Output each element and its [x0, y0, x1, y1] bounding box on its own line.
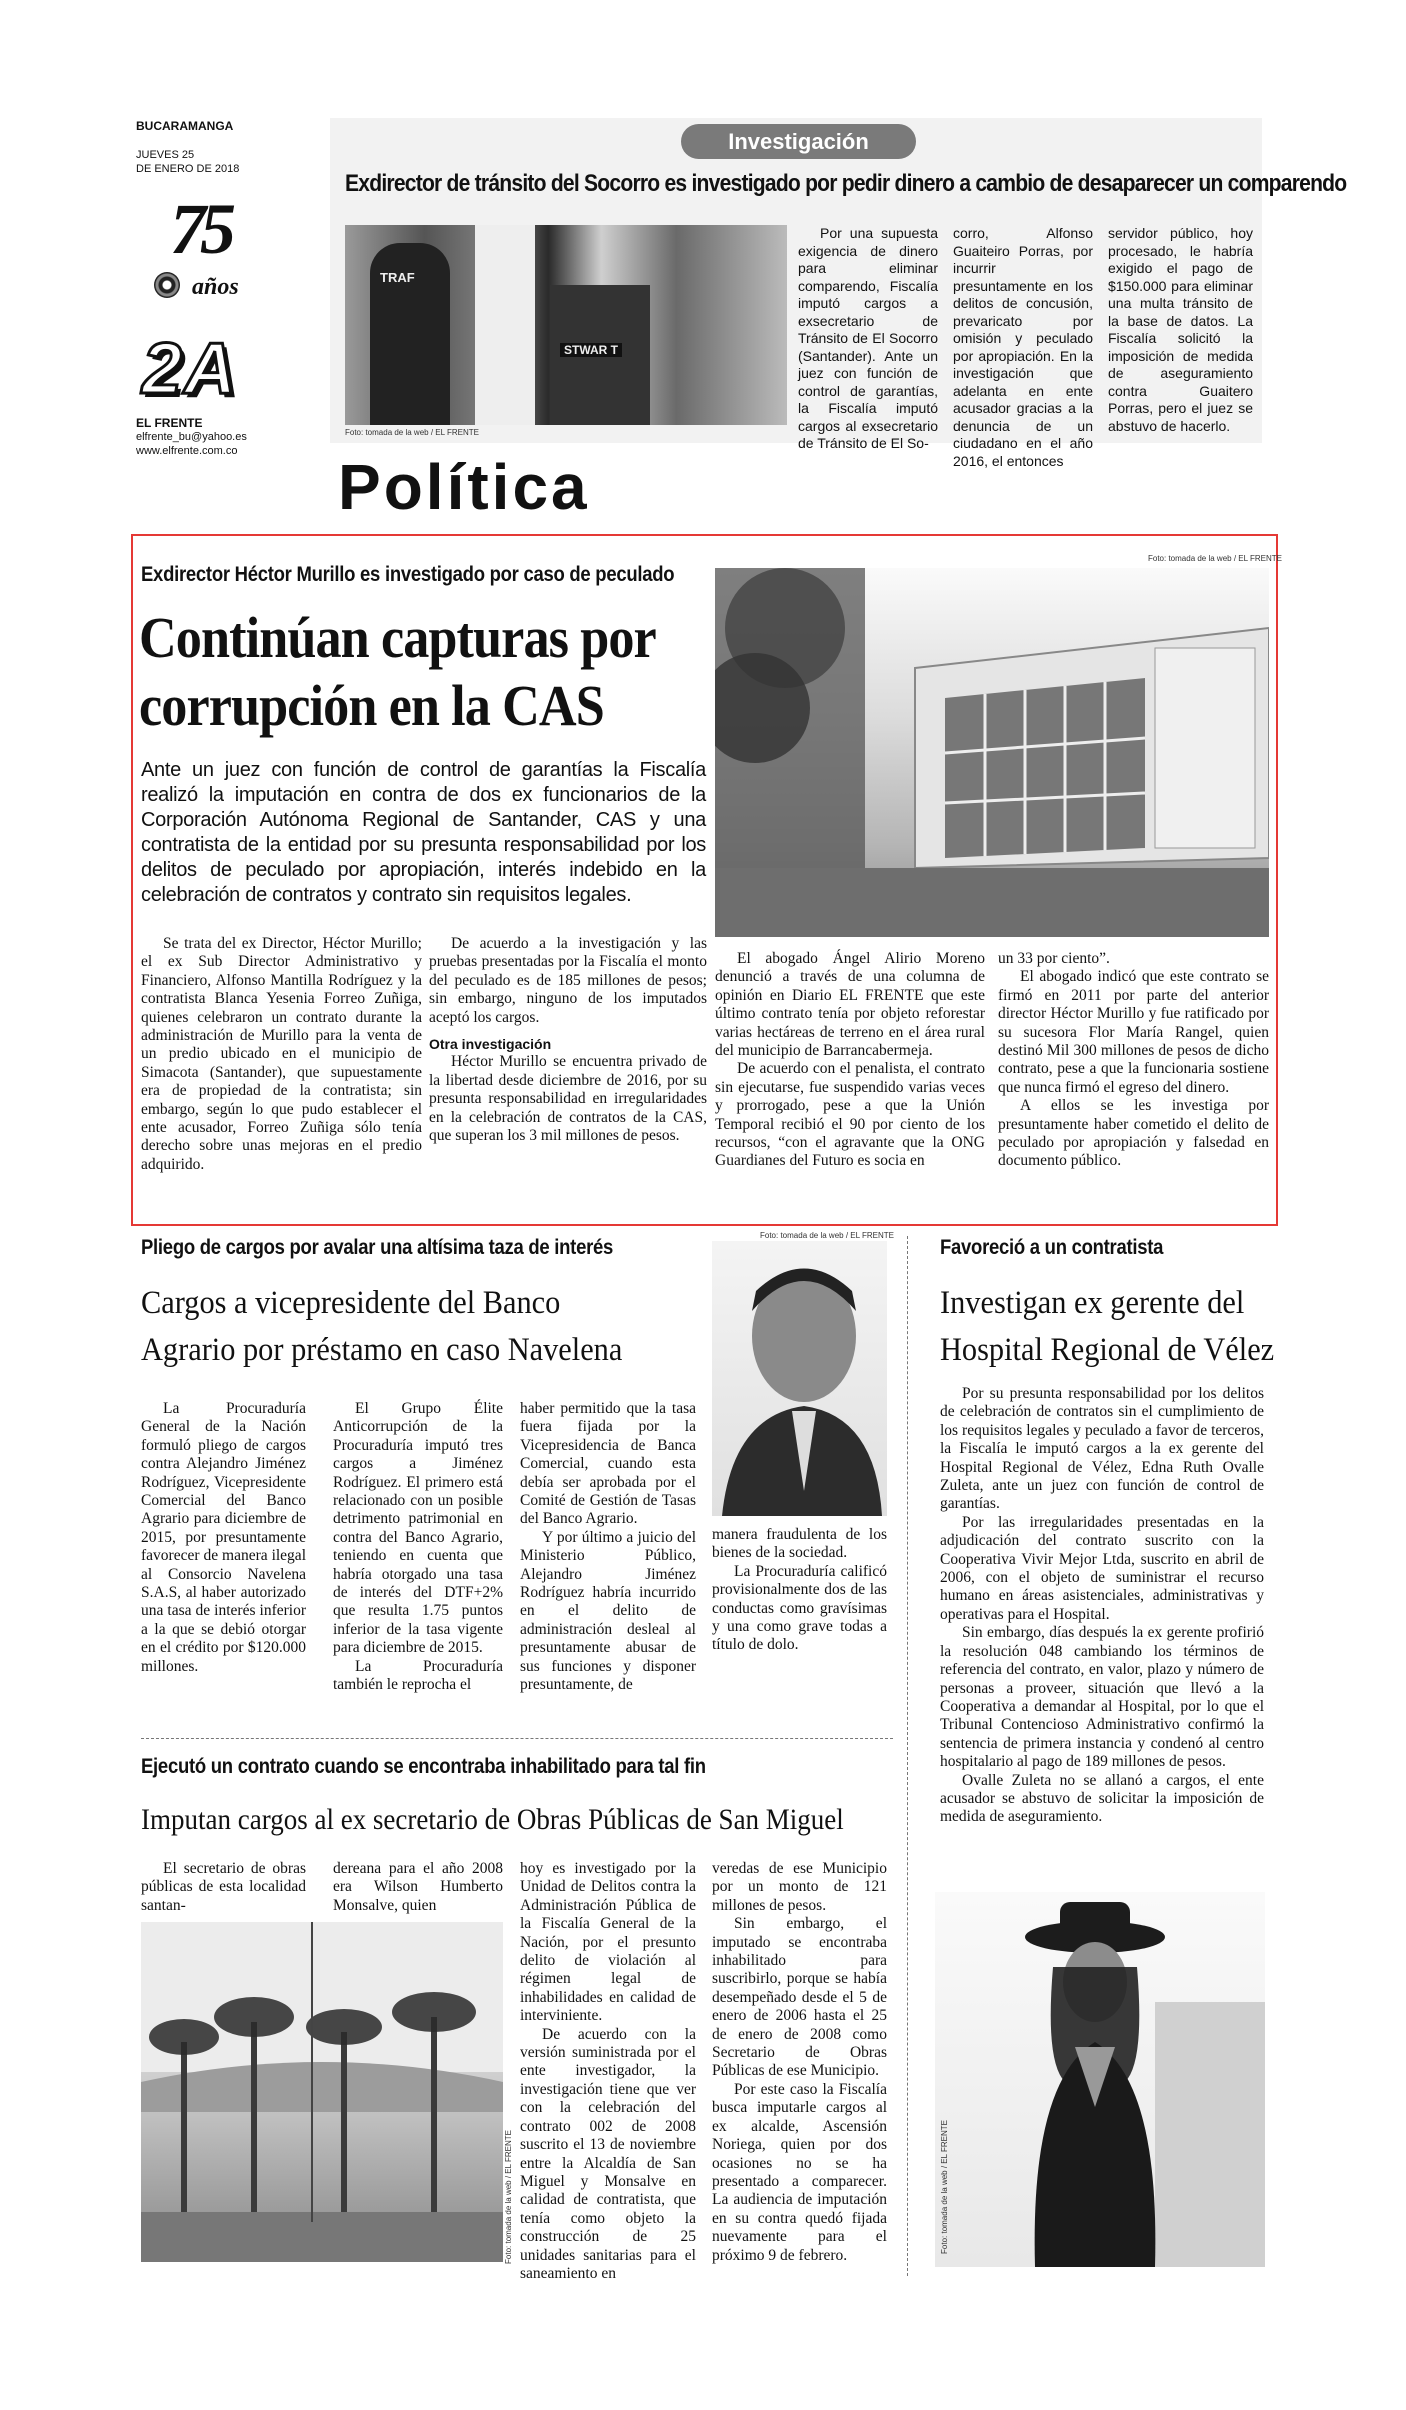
top-story-headline: Exdirector de tránsito del Socorro es investigado por pedir dinero a cambio de desaparecer un comparendo: [345, 170, 1347, 197]
portrait-illustration: [712, 1241, 887, 1516]
velez-story-headline-line2: Hospital Regional de Vélez: [940, 1332, 1275, 1368]
sanmiguel-story-col4-p3: Por este caso la Fiscalía busca imputarle cargos al ex alcalde, Ascensión Noriega, quien por dos ocasiones no se ha presentado a comparecer. La audiencia de imputación en su contra quedó fijada nuevamente para el próximo 9 de febrero.: [712, 2080, 887, 2264]
masthead-date-line1: JUEVES 25: [136, 149, 195, 161]
sanmiguel-story-col2: [333, 1860, 503, 1915]
banco-story-col4-p2: La Procuraduría calificó provisionalmente dos de las conductas como gravísimas y una como grave todas a título de dolo.: [712, 1562, 887, 1654]
sanmiguel-story-col3-p2: De acuerdo con la versión suministrada por el ente investigador, la investigación tiene que ver con la celebración del contrato 002 de 2008 suscrito el 13 de noviembre entre la Alcaldía de San Miguel y Monsalve en calidad de contratista, que tenía como objeto la construcción de 25 unidades sanitarias para el saneamiento en: [520, 2025, 696, 2282]
banco-story-headline: [141, 1280, 622, 1374]
anniversary-word: años: [192, 274, 239, 300]
section-tab-investigacion: Investigación: [681, 124, 916, 159]
page-number: 2A: [142, 329, 239, 409]
main-story-col2: [429, 935, 707, 1145]
velez-story-kicker: Favoreció a un contratista: [940, 1236, 1164, 1259]
masthead-date: [136, 148, 239, 176]
photo-sign-stwart: STWAR T: [560, 343, 622, 357]
top-story-col1-text: Por una supuesta exigencia de dinero para eliminar comparendo, Fiscalía imputó cargos a exsecretario de Tránsito de El Socorro (Santander). Ante un juez con función de control de garantías, la Fiscalía imputó cargos al exsecretario de Tránsito de El So-: [798, 225, 938, 451]
main-story-col2-p2: Héctor Murillo se encuentra privado de la libertad desde diciembre de 2016, por su presunta responsabilidad en irregularidades en la celebración de contratos de la CAS, que superan los 3 mil millones de pesos.: [429, 1053, 707, 1145]
building-illustration: [715, 568, 1269, 937]
velez-story-headline-line1: Investigan ex gerente del: [940, 1285, 1245, 1321]
top-story-col2-text: corro, Alfonso Guaiteiro Porras, por incurrir presuntamente en los delitos de concusión, prevaricato por omisión y peculado por apropiación. En la investigación que adelanta en ente acusador gracias a la denuncia de un ciudadano en el año 2016, el entonces: [953, 225, 1093, 469]
banco-story-col4: [712, 1526, 887, 1655]
main-story-headline: [139, 604, 656, 740]
film-reel-icon: [154, 272, 180, 298]
sanmiguel-story-photo-plaza: [141, 1922, 503, 2262]
story-divider-horizontal: [141, 1738, 893, 1739]
anniversary-number: 75: [170, 189, 230, 269]
main-story-headline-line1: Continúan capturas por: [139, 605, 656, 670]
velez-story-p3: Sin embargo, días después la ex gerente profirió la resolución 048 cambiando los términos de referencia del contrato, en valor, plazo y número de personas a proveer, situación que llevó a la Cooperativa a demandar al Hospital, por lo que el Tribunal Contencioso Administrativo confirmó la sentencia de primera instancia y condenó al centro hospitalario al pago de 189 millones de pesos.: [940, 1624, 1264, 1771]
banco-story-col2: [333, 1400, 503, 1695]
sanmiguel-story-col4: [712, 1860, 887, 2265]
banco-story-col3: [520, 1400, 696, 1695]
velez-story-photo-portrait: [935, 1892, 1265, 2267]
main-story-photo-cas-building: [715, 568, 1269, 937]
main-story-lead: Ante un juez con función de control de garantías la Fiscalía realizó la imputación en contra de dos ex funcionarios de la Corporación Autónoma Regional de Santander, CAS y una contratista de la entidad por su presunta responsabilidad por los delitos de peculado por apropiación, interés indebido en la celebración de contratos y contrato sin requisitos legales.: [141, 759, 706, 906]
woman-illustration: [935, 1892, 1265, 2267]
anniversary-logo: [150, 188, 300, 308]
main-story-photo-credit: Foto: tomada de la web / EL FRENTE: [1148, 554, 1282, 563]
banco-story-col3-p1: haber permitido que la tasa fuera fijada por la Vicepresidencia de Banca Comercial, cuando esta debía ser aprobada por el Comité de Gestión de Tasas del Banco Agrario.: [520, 1400, 696, 1528]
banco-story-col2-p2: La Procuraduría también le reprocha el: [333, 1657, 503, 1694]
banco-story-col1-text: La Procuraduría General de la Nación formuló pliego de cargos contra Alejandro Jiménez Rodríguez, Vicepresidente Comercial del Banco Agrario para diciembre de 2015, por presuntamente favorecer de manera ilegal al Consorcio Navelena S.A.S, al haber autorizado una tasa de interés inferior a la que se debió otorgar en el crédito por $120.000 millones.: [141, 1400, 306, 1675]
sanmiguel-story-col1: [141, 1860, 306, 1915]
main-story-col4-p3: A ellos se les investiga por presuntamente haber cometido el delito de peculado por apropiación y falsedad en documento público.: [998, 1097, 1269, 1170]
top-story-photo: [345, 225, 787, 425]
top-story-col3-text: servidor público, hoy procesado, le habría exigido el pago de $150.000 para eliminar una multa tránsito de la base de datos. La Fiscalía solicitó la imposición de medida de aseguramiento contra Guaitero Porras, pero el juez se abstuvo de hacerlo.: [1108, 225, 1253, 434]
sanmiguel-story-col3: [520, 1860, 696, 2283]
main-story-kicker: Exdirector Héctor Murillo es investigado por caso de peculado: [141, 563, 675, 586]
column-divider-vertical: [907, 1236, 908, 2276]
main-story-col2-p1: De acuerdo a la investigación y las pruebas presentadas por la Fiscalía el monto del peculado es de 185 millones de pesos; sin embargo, ninguno de los imputados aceptó los cargos.: [429, 935, 707, 1026]
main-story-col4: [998, 950, 1269, 1171]
main-story-subhead: Otra investigación: [429, 1036, 552, 1053]
plaza-illustration: [141, 1922, 503, 2262]
main-story-col1-text: Se trata del ex Director, Héctor Murillo; el ex Sub Director Administrativo y Financiero, Alfonso Mantilla Rodríguez y la contratista Blanca Yesenia Forreo Zuñiga, quienes celebraron un contrato durante la administración de Murillo para la venta de un predio ubicado en el municipio de Simacota (Santander), que supuestamente era de propiedad de la contratista; sin embargo, según lo que pudo establecer el ente acusador, Forreo Zuñiga sólo tenía derecho sobre unas mejoras en el predio adquirido.: [141, 935, 422, 1173]
velez-story-body: [940, 1385, 1264, 1827]
sanmiguel-story-photo-credit: Foto: tomada de la web / EL FRENTE: [504, 2130, 513, 2264]
top-story-col3: [1108, 225, 1253, 435]
main-story-col4-p1: un 33 por ciento”.: [998, 950, 1110, 967]
main-story-col4-p2: El abogado indicó que este contrato se firmó en 2011 por parte del anterior director Héctor Murillo y fue ratificado por su sucesora Flor María Rangel, quien destinó Mil 300 millones de pesos de dicho contrato, pese a que la funcionaria sostiene que nunca firmó el egreso del dinero.: [998, 968, 1269, 1096]
banco-story-kicker: Pliego de cargos por avalar una altísima taza de interés: [141, 1236, 614, 1259]
main-story-col3-p1: El abogado Ángel Alirio Moreno denunció a través de una columna de opinión en Diario EL FRENTE que este último contrato tenía por objeto reforestar varias hectáreas de terreno en el área rural del municipio de Barrancabermeja.: [715, 950, 985, 1060]
sanmiguel-story-headline: Imputan cargos al ex secretario de Obras Públicas de San Miguel: [141, 1803, 844, 1836]
sanmiguel-story-col1-text: El secretario de obras públicas de esta localidad santan-: [141, 1860, 306, 1914]
top-story-col1: [798, 225, 938, 453]
sanmiguel-story-col2-text: dereana para el año 2008 era Wilson Humberto Monsalve, quien: [333, 1860, 503, 1914]
banco-story-photo-credit: Foto: tomada de la web / EL FRENTE: [760, 1231, 894, 1240]
banco-story-photo-portrait: [712, 1241, 887, 1516]
sanmiguel-story-col4-p2: Sin embargo, el imputado se encontraba inhabilitado para suscribirlo, porque se había desempeñado desde el 5 de enero de 2006 hasta el 25 de enero de 2008 como Secretario de Obras Públicas de ese Municipio.: [712, 1915, 887, 2080]
main-story-col1: [141, 935, 422, 1174]
main-story-col3: [715, 950, 985, 1171]
velez-story-p1: Por su presunta responsabilidad por los delitos de celebración de contratos sin el cumplimiento de los requisitos legales y peculado a favor de terceros, la Fiscalía le imputó cargos a la ex gerente del Hospital Regional de Vélez, Edna Ruth Ovalle Zuleta, ante un juez con función de control de garantías.: [940, 1385, 1264, 1513]
masthead-city: BUCARAMANGA: [136, 119, 234, 133]
top-story-photo-credit: Foto: tomada de la web / EL FRENTE: [345, 428, 479, 437]
sanmiguel-story-col3-p1: hoy es investigado por la Unidad de Delitos contra la Administración Pública de la Fiscalía General de la Nación, por el presunto delito de violación al régimen legal de inhabilidades en calidad de interviniente.: [520, 1860, 696, 2025]
banco-story-col3-p2: Y por último a juicio del Ministerio Público, Alejandro Jiménez Rodríguez habría incurrido en el delito de administración desleal al presuntamente abusar de sus funciones y disponer presuntamente, de: [520, 1528, 696, 1694]
velez-story-p2: Por las irregularidades presentadas en la adjudicación del contrato suscrito con la Cooperativa Vivir Mejor Ltda, suscrito en abril de 2006, con el objeto de suministrar el recurso humano en áreas asistenciales, administrativas y operativas para el Hospital.: [940, 1513, 1264, 1623]
velez-story-p4: Ovalle Zuleta no se allanó a cargos, el ente acusador se abstuvo de solicitar la imposición de medida de aseguramiento.: [940, 1771, 1264, 1826]
banco-story-headline-line1: Cargos a vicepresidente del Banco: [141, 1285, 561, 1321]
photo-pillar: [475, 225, 535, 425]
banco-story-col1: [141, 1400, 306, 1676]
main-story-headline-line2: corrupción en la CAS: [139, 673, 604, 738]
masthead-website[interactable]: www.elfrente.com.co: [136, 445, 238, 457]
banco-story-headline-line2: Agrario por préstamo en caso Navelena: [141, 1332, 623, 1368]
masthead-paper-name: EL FRENTE: [136, 416, 203, 430]
photo-sign-traf: TRAF: [380, 270, 415, 285]
masthead-date-line2: DE ENERO DE 2018: [136, 163, 240, 175]
sanmiguel-story-kicker: Ejecutó un contrato cuando se encontraba inhabilitado para tal fin: [141, 1755, 706, 1778]
velez-story-headline: [940, 1280, 1274, 1374]
sanmiguel-story-col4-p1: veredas de ese Municipio por un monto de 121 millones de pesos.: [712, 1860, 887, 1914]
velez-story-photo-credit: Foto: tomada de la web / EL FRENTE: [940, 2120, 949, 2254]
banco-story-col4-p1: manera fraudulenta de los bienes de la sociedad.: [712, 1526, 887, 1562]
section-title: Política: [338, 451, 590, 523]
main-story-col3-p2: De acuerdo con el penalista, el contrato sin ejecutarse, fue suspendido varias veces y prorrogado, pese a que la Unión Temporal recibió el 90 por ciento de los recursos, “con el agravante que la ONG Guardianes del Futuro es socia en: [715, 1060, 985, 1170]
banco-story-col2-p1: El Grupo Élite Anticorrupción de la Procuraduría imputó tres cargos a Jiménez Rodríguez. El primero está relacionado con un posible detrimento patrimonial en contra del Banco Agrario, teniendo en cuenta que habría otorgado una tasa de interés del DTF+2% que resulta 1.75 puntos inferior de la tasa vigente para diciembre de 2015.: [333, 1400, 503, 1657]
masthead-email[interactable]: elfrente_bu@yahoo.es: [136, 431, 247, 443]
top-story-col2: [953, 225, 1093, 470]
